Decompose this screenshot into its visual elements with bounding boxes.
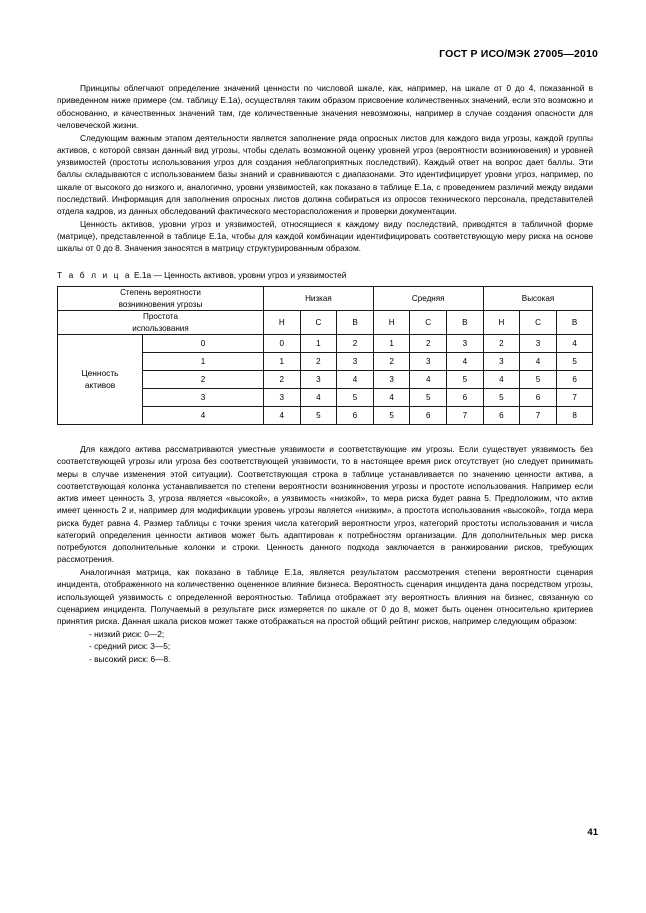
matrix-cell: 8 (556, 407, 593, 425)
table-caption-prefix: Т а б л и ц а (57, 270, 132, 280)
header-cell-ease-1: С (300, 311, 337, 335)
running-header-standard-reference: ГОСТ Р ИСО/МЭК 27005—2010 (439, 48, 598, 60)
header-cell-threat-level-high: Высокая (483, 287, 593, 311)
matrix-cell: 6 (520, 389, 557, 407)
matrix-cell: 3 (264, 389, 301, 407)
header-cell-ease-4: С (410, 311, 447, 335)
matrix-cell: 5 (410, 389, 447, 407)
header-threat-likelihood-line1: Степень вероятности (120, 288, 201, 297)
list-item: - высокий риск: 6—8. (89, 653, 171, 664)
paragraph-1: Принципы облегчают определение значений ценности по числовой шкале, как, например, на шкале от 0 до 4, показанной в приведенном ниже примере (см. таблицу Е.1а), осуществляя таким образом присвоение количественных значений, если это возможно и обоснованно, и качественных значений там, где количественные значения невозможны, например в случае создания опасности для человеческой жизни. (57, 83, 593, 130)
header-ease-line2: использования (132, 323, 189, 333)
matrix-cell: 3 (373, 371, 410, 389)
matrix-cell: 5 (373, 407, 410, 425)
table-header-row-threat-likelihood (58, 287, 593, 311)
header-cell-ease-8: В (556, 311, 593, 335)
list-item: - средний риск: 3—5; (89, 641, 171, 652)
matrix-cell: 2 (337, 335, 374, 353)
table-row (58, 335, 593, 353)
risk-matrix-table (57, 286, 593, 425)
matrix-cell: 1 (300, 335, 337, 353)
asset-value-cell: 0 (143, 335, 264, 353)
asset-value-cell: 2 (143, 371, 264, 389)
matrix-cell: 4 (373, 389, 410, 407)
table-header-row-ease-of-use (58, 311, 593, 335)
matrix-cell: 4 (447, 353, 484, 371)
header-cell-ease-0: Н (264, 311, 301, 335)
page-number: 41 (587, 827, 598, 838)
row-group-label-line2: активов (84, 379, 116, 390)
paragraph-2: Следующим важным этапом деятельности является заполнение ряда опросных листов для каждого вида угрозы, каждой группы активов, с которой связан данный вид угрозы, чтобы сделать возможной оценку уровней угроз (вероятности возникновения) и уровней уязвимостей (простоты использования угроз для создания неблагоприятных последствий). Каждый ответ на вопрос дает баллы. Эти баллы складываются с использованием базы знаний и сравниваются с диапазонами. Это идентифицирует уровни угроз, например, по шкале от высокого до низкого и, аналогично, уровни уязвимостей, как показано в таблице Е.1а, с проведением различий между видами последствий. Информация для заполнения опросных листов должна собираться из опросов технического персонала, представителей отдела кадров, из данных обследований фактического месторасположения и проверки документации. (57, 132, 593, 216)
header-cell-ease-3: Н (373, 311, 410, 335)
matrix-cell: 4 (300, 389, 337, 407)
matrix-cell: 5 (556, 353, 593, 371)
header-cell-threat-likelihood (58, 287, 264, 311)
header-cell-threat-level-low: Низкая (264, 287, 374, 311)
matrix-cell: 3 (520, 335, 557, 353)
matrix-cell: 5 (447, 371, 484, 389)
matrix-cell: 4 (264, 407, 301, 425)
matrix-cell: 2 (264, 371, 301, 389)
header-cell-ease-of-use (58, 311, 264, 335)
list-item: - низкий риск: 0—2; (89, 628, 165, 639)
row-group-label-asset-value (58, 335, 143, 425)
header-cell-ease-5: В (447, 311, 484, 335)
matrix-cell: 6 (337, 407, 374, 425)
asset-value-cell: 1 (143, 353, 264, 371)
header-cell-ease-2: В (337, 311, 374, 335)
table-caption (57, 269, 593, 281)
matrix-cell: 4 (410, 371, 447, 389)
asset-value-cell: 4 (143, 407, 264, 425)
header-ease-line1: Простота (143, 312, 178, 321)
matrix-cell: 4 (520, 353, 557, 371)
header-cell-ease-7: С (520, 311, 557, 335)
matrix-cell: 1 (264, 353, 301, 371)
matrix-cell: 6 (447, 389, 484, 407)
matrix-cell: 2 (373, 353, 410, 371)
matrix-cell: 6 (410, 407, 447, 425)
header-cell-ease-6: Н (483, 311, 520, 335)
matrix-cell: 7 (556, 389, 593, 407)
paragraph-5: Аналогичная матрица, как показано в таблице Е.1а, является результатом рассмотрения степени вероятности сценария инцидента, отображенного на количественно оцененное влияние бизнеса. Вероятность сценария инцидента дана посредством угрозы, использующей уязвимость с определенной вероятностью. Таблица отображает эту вероятность влияния на бизнес, связанную со сценарием инцидента. Получаемый в результате риск измеряется по шкале от 0 до 8, может быть оценен относительно критериев принятия риска. Данная шкала рисков может также отображаться на простой общий рейтинг рисков, например следующим образом: (57, 567, 593, 626)
matrix-cell: 3 (300, 371, 337, 389)
matrix-cell: 1 (373, 335, 410, 353)
matrix-cell: 5 (520, 371, 557, 389)
matrix-cell: 7 (520, 407, 557, 425)
matrix-cell: 3 (447, 335, 484, 353)
page-content (57, 82, 593, 666)
matrix-cell: 4 (337, 371, 374, 389)
matrix-cell: 6 (483, 407, 520, 425)
table-caption-text: Е.1а — Ценность активов, уровни угроз и уязвимостей (134, 270, 347, 280)
spacer-before-table (57, 255, 593, 269)
matrix-cell: 3 (483, 353, 520, 371)
matrix-cell: 2 (483, 335, 520, 353)
spacer-after-table (57, 425, 593, 443)
asset-value-cell: 3 (143, 389, 264, 407)
matrix-cell: 2 (410, 335, 447, 353)
matrix-cell: 4 (556, 335, 593, 353)
matrix-cell: 2 (300, 353, 337, 371)
paragraph-3: Ценность активов, уровни угроз и уязвимостей, относящиеся к каждому виду последствий, приводятся в табличной форме (матрице), представленной в таблице Е.1а, чтобы для каждой комбинации идентифицировать соответствующую меру риска на основе шкалы от 0 до 8. Значения заносятся в матрицу структурированным образом. (57, 218, 593, 254)
paragraph-4: Для каждого актива рассматриваются уместные уязвимости и соответствующие им угрозы. Если существует уязвимость без соответствующей угрозы или угроза без соответствующей уязвимости, то в настоящее время риск отсутствует (но следует принимать меры в случае изменения этой ситуации). Соответствующая строка в таблице устанавливается по значению ценности актива, а соответствующая колонка устанавливается по степени вероятности возникновения угрозы и простоте использования. Например если актив имеет ценность 3, угроза является «высокой», а уязвимость «низкой», то мера риска будет равна 5. Предположим, что актив имеет ценность 2 и, например для модификации уровень угрозы является «низким», а простота использования «высокой», тогда мера риска будет равна 4. Размер таблицы с точки зрения числа категорий вероятности угроз, категорий простоты использования и числа категорий определения ценности активов может быть адаптирован к потребностям организации. Для дополнительных мер риска потребуются дополнительные колонки и строки. Ценность данного подхода заключается в ранжировании рисков, требующих рассмотрения. (57, 444, 593, 565)
matrix-cell: 6 (556, 371, 593, 389)
matrix-cell: 5 (300, 407, 337, 425)
matrix-cell: 3 (337, 353, 374, 371)
matrix-cell: 0 (264, 335, 301, 353)
header-cell-threat-level-medium: Средняя (373, 287, 483, 311)
header-threat-likelihood-line2: возникновения угрозы (118, 299, 203, 309)
matrix-cell: 5 (337, 389, 374, 407)
row-group-label-line1: Ценность (81, 368, 119, 378)
risk-rating-list (57, 628, 593, 666)
matrix-cell: 3 (410, 353, 447, 371)
matrix-cell: 4 (483, 371, 520, 389)
matrix-cell: 5 (483, 389, 520, 407)
matrix-cell: 7 (447, 407, 484, 425)
